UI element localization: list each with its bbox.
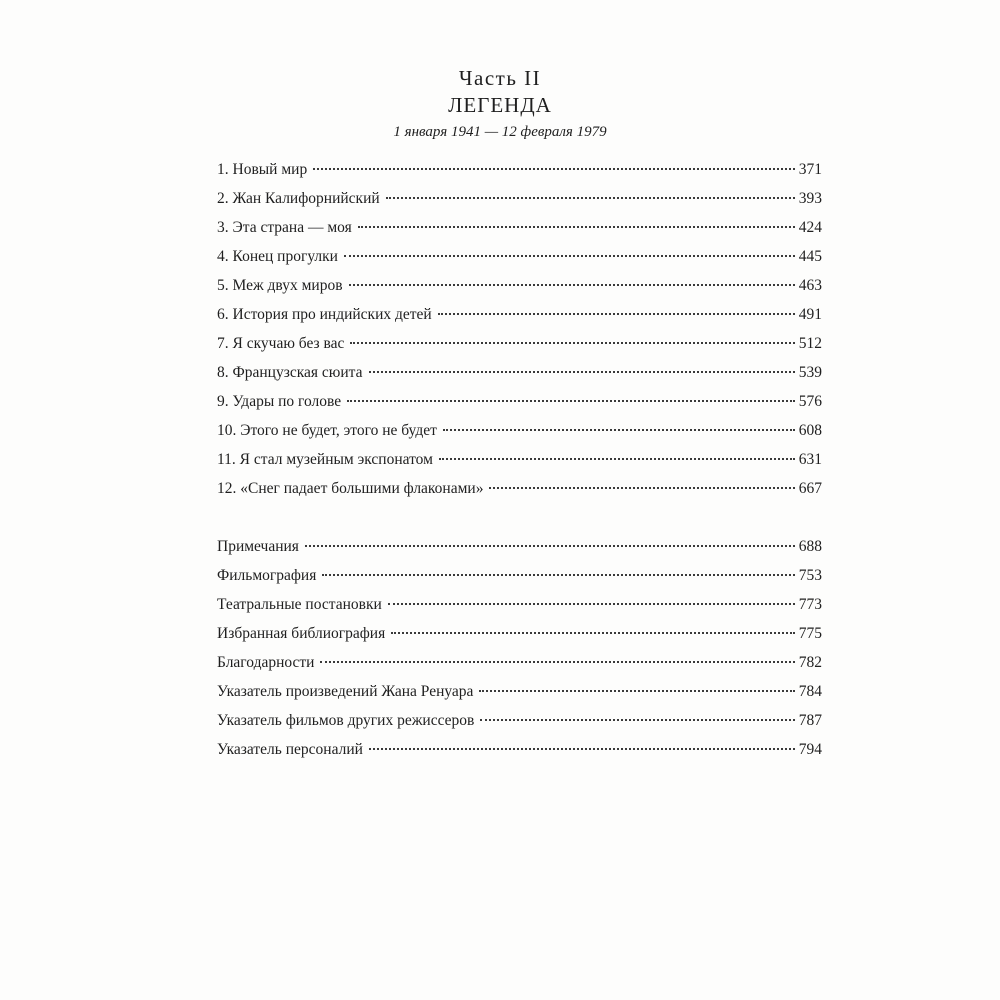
- toc-entry-page: 794: [798, 741, 822, 758]
- part-label: Часть II: [458, 66, 542, 90]
- toc-entry-title: Избранная библиография: [217, 625, 386, 642]
- toc-entry: [217, 624, 822, 653]
- toc-entry: [217, 247, 822, 276]
- part-dates: 1 января 1941 — 12 февраля 1979: [393, 124, 607, 140]
- toc-entry-title: Театральные постановки: [217, 596, 382, 613]
- toc-entry: [217, 479, 822, 508]
- toc-entry-page: 576: [798, 393, 822, 410]
- toc-entry-page: 753: [798, 567, 822, 584]
- toc-entry: [217, 392, 822, 421]
- toc-entry: [217, 189, 822, 218]
- toc-entry-title: Указатель фильмов других режиссеров: [217, 712, 475, 729]
- toc-leader-dots: [320, 661, 794, 663]
- toc-leader-dots: [349, 284, 795, 286]
- toc-entry-title: 6. История про индийских детей: [217, 306, 432, 323]
- chapter-list: [217, 160, 822, 508]
- toc-entry: [217, 160, 822, 189]
- toc-entry-page: 445: [798, 248, 822, 265]
- toc-entry-title: Указатель персоналий: [217, 741, 363, 758]
- toc-entry: [217, 363, 822, 392]
- toc-leader-dots: [480, 719, 794, 721]
- toc-entry-title: 10. Этого не будет, этого не будет: [217, 422, 437, 439]
- appendix-list: [217, 537, 822, 769]
- toc-entry: [217, 711, 822, 740]
- toc-entry: [217, 566, 822, 595]
- toc-entry-page: 631: [798, 451, 822, 468]
- toc-leader-dots: [313, 168, 795, 170]
- toc-entry: [217, 218, 822, 247]
- toc-leader-dots: [369, 748, 795, 750]
- toc-leader-dots: [388, 603, 795, 605]
- toc-leader-dots: [391, 632, 795, 634]
- toc-entry-title: 1. Новый мир: [217, 161, 308, 178]
- toc-entry-page: 773: [798, 596, 822, 613]
- toc-entry: [217, 421, 822, 450]
- toc-entry-title: 12. «Снег падает большими флаконами»: [217, 480, 484, 497]
- toc-entry-title: Благодарности: [217, 654, 315, 671]
- toc-entry: [217, 537, 822, 566]
- toc-entry-page: 775: [798, 625, 822, 642]
- toc-entry-title: Примечания: [217, 538, 299, 555]
- toc-leader-dots: [322, 574, 794, 576]
- toc-entry-title: 3. Эта страна — моя: [217, 219, 352, 236]
- toc-entry-page: 608: [798, 422, 822, 439]
- toc-entry-page: 667: [798, 480, 822, 497]
- toc-entry-page: 491: [798, 306, 822, 323]
- toc-leader-dots: [438, 313, 795, 315]
- toc-entry-title: 9. Удары по голове: [217, 393, 342, 410]
- toc-entry-page: 688: [798, 538, 822, 555]
- toc-entry: [217, 653, 822, 682]
- toc-entry: [217, 276, 822, 305]
- toc-entry-title: 4. Конец прогулки: [217, 248, 338, 265]
- toc-entry-page: 424: [798, 219, 822, 236]
- toc-entry-page: 371: [798, 161, 822, 178]
- toc-entry-title: 7. Я скучаю без вас: [217, 335, 345, 352]
- toc-leader-dots: [386, 197, 795, 199]
- toc-entry-page: 782: [798, 654, 822, 671]
- toc-entry: [217, 682, 822, 711]
- toc-entry-page: 393: [798, 190, 822, 207]
- toc-entry: [217, 740, 822, 769]
- toc-leader-dots: [305, 545, 795, 547]
- toc-entry-title: 11. Я стал музейным экспонатом: [217, 451, 433, 468]
- toc-leader-dots: [369, 371, 795, 373]
- toc-entry: [217, 450, 822, 479]
- toc-entry-title: Фильмография: [217, 567, 317, 584]
- part-header: [0, 66, 1000, 142]
- toc-entry: [217, 595, 822, 624]
- toc-entry-title: 8. Французская сюита: [217, 364, 363, 381]
- toc-entry-title: 5. Меж двух миров: [217, 277, 343, 294]
- toc-entry-page: 539: [798, 364, 822, 381]
- toc-leader-dots: [439, 458, 795, 460]
- toc-entry-page: 463: [798, 277, 822, 294]
- toc-leader-dots: [347, 400, 795, 402]
- toc-entry-page: 787: [798, 712, 822, 729]
- toc-leader-dots: [344, 255, 795, 257]
- toc-leader-dots: [489, 487, 794, 489]
- toc-leader-dots: [358, 226, 795, 228]
- toc-leader-dots: [479, 690, 794, 692]
- part-title: ЛЕГЕНДА: [448, 93, 552, 117]
- toc-entry-title: 2. Жан Калифорнийский: [217, 190, 380, 207]
- toc-entry-title: Указатель произведений Жана Ренуара: [217, 683, 474, 700]
- toc-entry: [217, 334, 822, 363]
- toc-entry-page: 784: [798, 683, 822, 700]
- toc-entry-page: 512: [798, 335, 822, 352]
- toc-leader-dots: [350, 342, 794, 344]
- toc-leader-dots: [443, 429, 795, 431]
- toc-entry: [217, 305, 822, 334]
